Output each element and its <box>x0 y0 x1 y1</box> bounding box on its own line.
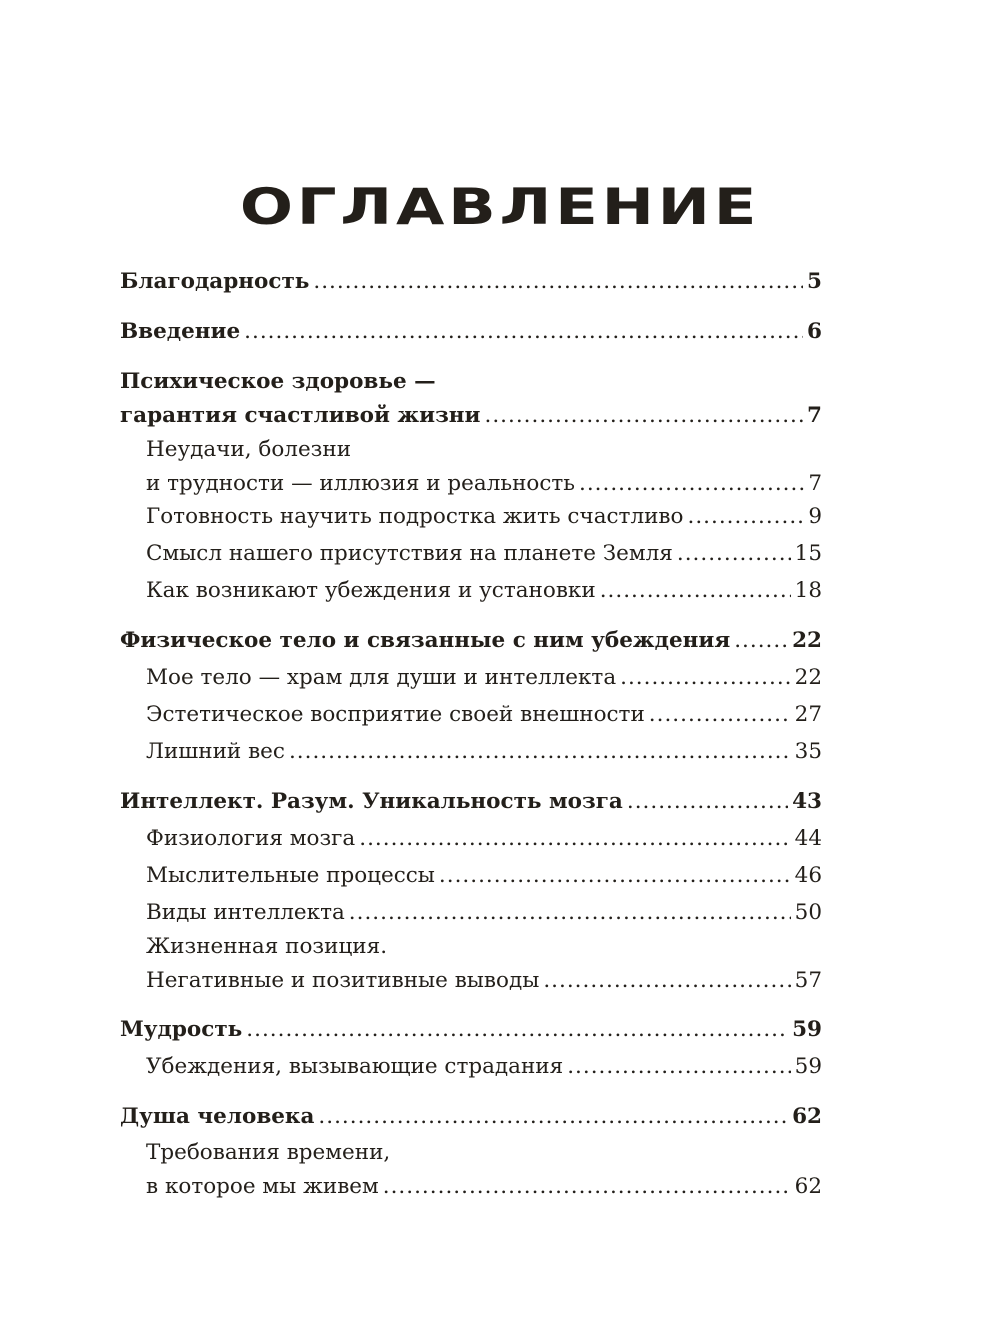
toc-section[interactable] <box>146 661 822 695</box>
toc-entry-title: Требования времени, <box>146 1140 391 1165</box>
dot-leader <box>349 896 791 930</box>
toc-page-number: 5 <box>807 269 822 294</box>
toc-section[interactable] <box>146 500 822 534</box>
toc-chapter[interactable] <box>120 315 822 349</box>
dot-leader <box>359 822 790 856</box>
toc-page-number: 59 <box>794 1054 822 1079</box>
dot-leader <box>600 574 791 608</box>
toc-entry-title: Лишний вес <box>146 739 285 764</box>
toc-entry-title: Убеждения, вызывающие страдания <box>146 1054 564 1079</box>
dot-leader <box>627 785 788 819</box>
page-title: ОГЛАВЛЕНИЕ <box>239 178 761 236</box>
toc-section[interactable] <box>146 433 822 501</box>
toc-entry-title: Физиология мозга <box>146 826 356 851</box>
toc-page-number: 27 <box>794 702 822 727</box>
dot-leader <box>677 537 791 571</box>
toc-section[interactable] <box>146 822 822 856</box>
toc-section[interactable] <box>146 698 822 732</box>
toc-entry-title-continued: гарантия счастливой жизни <box>120 403 481 428</box>
toc-page-number: 9 <box>808 504 822 529</box>
dot-leader <box>485 399 804 433</box>
dot-leader <box>649 698 791 732</box>
dot-leader <box>246 1013 788 1047</box>
toc-page-number: 46 <box>794 863 822 888</box>
toc-page-number: 44 <box>794 826 822 851</box>
toc-chapter[interactable] <box>120 1100 822 1134</box>
toc-page-number: 22 <box>794 665 822 690</box>
toc-page-number: 18 <box>794 578 822 603</box>
dot-leader <box>289 735 791 769</box>
dot-leader <box>567 1050 790 1084</box>
toc-chapter[interactable] <box>120 785 822 819</box>
toc-entry-title: Интеллект. Разум. Уникальность мозга <box>120 789 623 814</box>
toc-entry-title-continued: в которое мы живем <box>146 1174 379 1199</box>
toc-page-number: 15 <box>794 541 822 566</box>
toc-page-number: 59 <box>792 1017 822 1042</box>
toc-entry-title: Психическое здоровье — <box>120 369 436 394</box>
toc-entry-title: Эстетическое восприятие своей внешности <box>146 702 645 727</box>
dot-leader <box>313 265 803 299</box>
toc-entry-title: Физическое тело и связанные с ним убеждения <box>120 628 731 653</box>
toc-page-number: 7 <box>808 471 822 496</box>
toc-entry-title: Введение <box>120 319 241 344</box>
toc-section[interactable] <box>146 859 822 893</box>
toc-section[interactable] <box>146 1050 822 1084</box>
dot-leader <box>439 859 791 893</box>
toc-section[interactable] <box>146 896 822 930</box>
toc-chapter[interactable] <box>120 365 822 433</box>
toc-section[interactable] <box>146 930 822 998</box>
toc-page-number: 35 <box>794 739 822 764</box>
toc-page-number: 7 <box>807 403 822 428</box>
toc-entry-title: Готовность научить подростка жить счастливо <box>146 504 684 529</box>
dot-leader <box>579 467 804 501</box>
toc-page-number: 57 <box>794 968 822 993</box>
toc-section[interactable] <box>146 735 822 769</box>
toc-entry-title: Смысл нашего присутствия на планете Земля <box>146 541 673 566</box>
toc-page-number: 43 <box>792 789 822 814</box>
toc-page-number: 62 <box>792 1104 822 1129</box>
toc-entry-title: Благодарность <box>120 269 310 294</box>
toc-entry-title: Мудрость <box>120 1017 243 1042</box>
toc-entry-title: Неудачи, болезни <box>146 437 352 462</box>
dot-leader <box>543 964 790 998</box>
toc-chapter[interactable] <box>120 265 822 299</box>
toc-entry-title: Жизненная позиция. <box>146 934 388 959</box>
dot-leader <box>244 315 803 349</box>
toc-page-number: 50 <box>794 900 822 925</box>
toc-page-number: 22 <box>792 628 822 653</box>
toc-page-number: 62 <box>794 1174 822 1199</box>
toc-chapter[interactable] <box>120 1013 822 1047</box>
toc-entry-title: Мое тело — храм для души и интеллекта <box>146 665 617 690</box>
toc-entry-title: Как возникают убеждения и установки <box>146 578 596 603</box>
dot-leader <box>687 500 804 534</box>
toc-entry-title-continued: и трудности — иллюзия и реальность <box>146 471 575 496</box>
toc-entry-title: Виды интеллекта <box>146 900 345 925</box>
dot-leader <box>383 1170 791 1204</box>
toc-chapter[interactable] <box>120 624 822 658</box>
toc-page-number: 6 <box>807 319 822 344</box>
toc-section[interactable] <box>146 537 822 571</box>
toc-entry-title: Душа человека <box>120 1104 315 1129</box>
toc-section[interactable] <box>146 1136 822 1204</box>
toc-entry-title-continued: Негативные и позитивные выводы <box>146 968 540 993</box>
toc-section[interactable] <box>146 574 822 608</box>
dot-leader <box>734 624 788 658</box>
dot-leader <box>318 1100 788 1134</box>
dot-leader <box>620 661 791 695</box>
toc-entry-title: Мыслительные процессы <box>146 863 435 888</box>
